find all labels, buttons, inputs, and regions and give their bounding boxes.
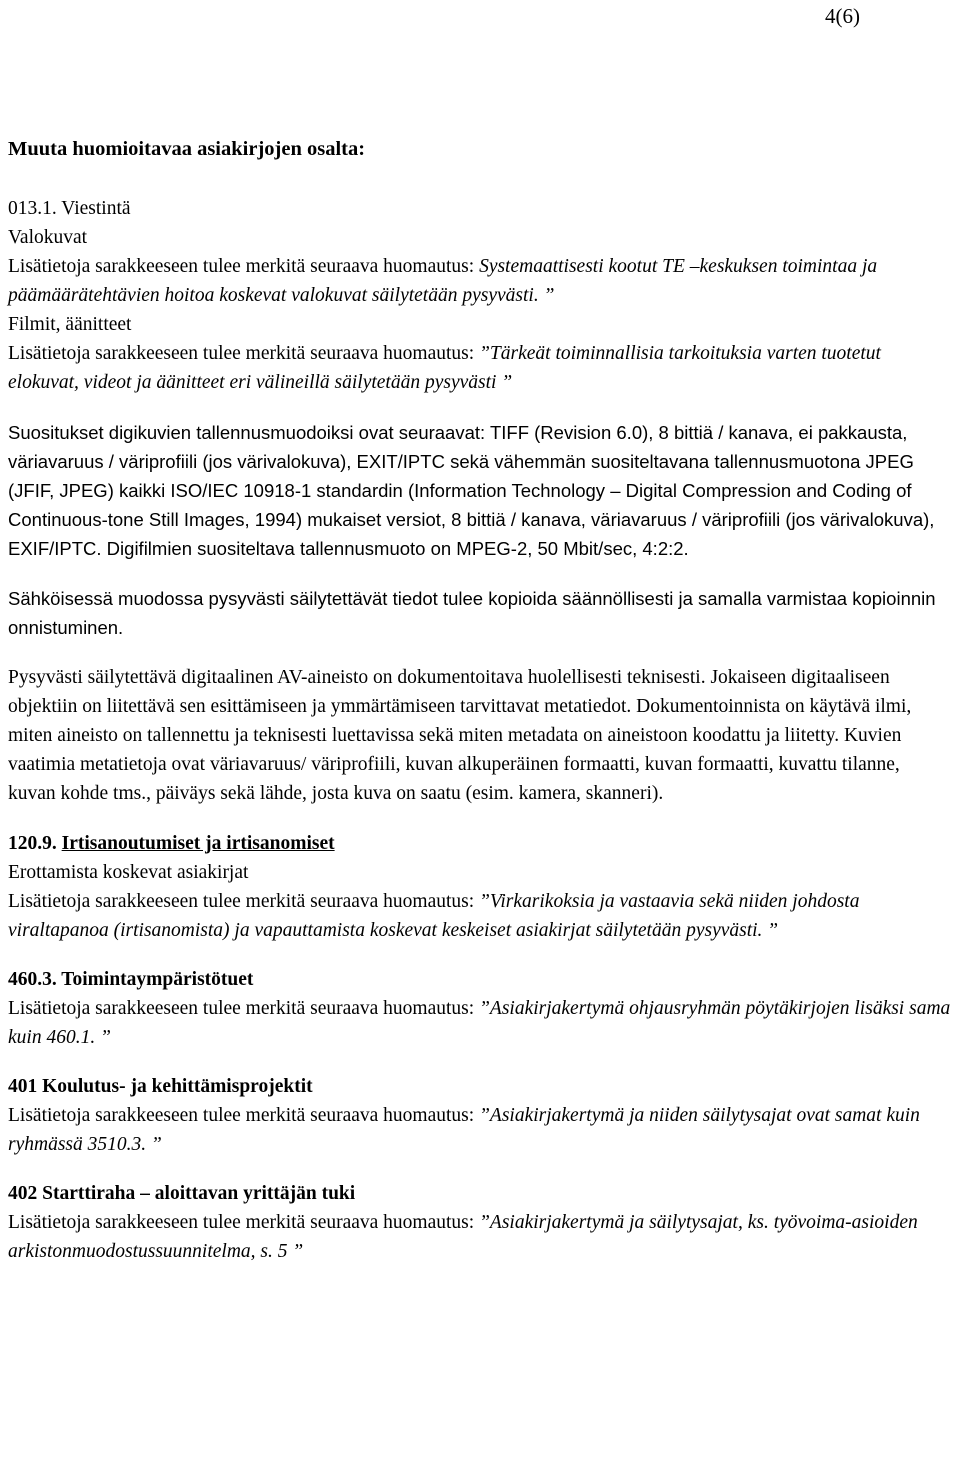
main-heading: Muuta huomioitavaa asiakirjojen osalta: xyxy=(8,138,366,160)
section-title: Koulutus- ja kehittämisprojektit xyxy=(42,1076,313,1097)
av-documentation-paragraph: Pysyvästi säilytettävä digitaalinen AV-aineisto on dokumentoitava huolellisesti teknisesti. Jokaiseen digitaaliseen objektiin on liitettävä sen esittämiseen ja ymmärtämiseen tarvittavat metatiedot. Dokumentoinnista on käytävä ilmi, miten aineisto on tallennettu ja teknisesti luettavissa sekä miten metadata on aineistoon koodattu ja liitetty. Kuvien vaatimia metatietoja ovat väriavaruus/ väriprofiili, kuvan alkuperäinen formaatti, kuvan formaatti, kuvattu tilanne, kuvan kohde tms., päiväys sekä lähde, josta kuva on saatu (esim. kamera, skanneri). xyxy=(8,667,912,804)
section-title: Irtisanoutumiset ja irtisanomiset xyxy=(61,833,335,854)
formats-paragraph: Suositukset digikuvien tallennusmuodoiksi ovat seuraavat: TIFF (Revision 6.0), 8 bittiä / kanava, ei pakkausta, väriavaruus / väriprofiili (jos värivalokuva), EXIT/IPTC sekä vähemmän suositeltavana tallennusmuotona JPEG (JFIF, JPEG) kaikki ISO/IEC 10918-1 standardin (Information Technology – Digital Compression and Coding of Continuous-tone Still Images, 1994) mukaiset versiot, 8 bittiä / kanava, väriavaruus / väriprofiili (jos värivalokuva), EXIF/IPTC. Digifilmien suositeltava tallennusmuoto on MPEG-2, 50 Mbit/sec, 4:2:2. xyxy=(8,422,935,559)
section-code: 460.3. xyxy=(8,969,57,990)
note-lead: Lisätietoja sarakkeeseen tulee merkitä seuraava huomautus: xyxy=(8,1212,480,1233)
subheading-erottaminen: Erottamista koskevat asiakirjat xyxy=(8,862,249,883)
note-valokuvat xyxy=(8,252,952,310)
section-title: Toimintaympäristötuet xyxy=(61,969,254,990)
note-lead: Lisätietoja sarakkeeseen tulee merkitä seuraava huomautus: xyxy=(8,998,480,1019)
note-lead: Lisätietoja sarakkeeseen tulee merkitä seuraava huomautus: xyxy=(8,1105,480,1126)
section-code: 402 xyxy=(8,1183,38,1204)
subheading-filmit: Filmit, äänitteet xyxy=(8,314,132,335)
note-koulutus xyxy=(8,1101,952,1159)
section-401 xyxy=(8,1072,952,1159)
note-filmit xyxy=(8,339,952,397)
section-heading xyxy=(8,965,952,994)
document-body xyxy=(8,135,952,1266)
subheading-valokuvat: Valokuvat xyxy=(8,227,88,248)
note-toimintaymparisto xyxy=(8,994,952,1052)
section-013-1 xyxy=(8,194,952,397)
note-quote: Systemaattisesti kootut TE –keskuksen toimintaa ja päämäärätehtävien hoitoa koskevat valokuvat säilytetään pysyvästi. ” xyxy=(8,256,878,306)
note-lead: Lisätietoja sarakkeeseen tulee merkitä seuraava huomautus: xyxy=(8,343,480,364)
section-heading xyxy=(8,1072,952,1101)
section-460-3 xyxy=(8,965,952,1052)
section-code: 120.9. xyxy=(8,833,57,854)
note-lead: Lisätietoja sarakkeeseen tulee merkitä seuraava huomautus: xyxy=(8,891,480,912)
note-erottaminen xyxy=(8,887,952,945)
section-120-9 xyxy=(8,829,952,945)
note-lead: Lisätietoja sarakkeeseen tulee merkitä seuraava huomautus: xyxy=(8,256,480,277)
section-heading xyxy=(8,829,952,858)
note-quote: ”Asiakirjakertymä ja niiden säilytysajat ovat samat kuin ryhmässä 3510.3. ” xyxy=(8,1105,920,1155)
note-quote: ”Asiakirjakertymä ja säilytysajat, ks. työvoima-asioiden arkistonmuodostussuunnitelma, s. 5 ” xyxy=(8,1212,918,1262)
note-quote: ”Tärkeät toiminnallisia tarkoituksia varten tuotetut elokuvat, videot ja äänitteet eri välineillä säilytetään pysyvästi ” xyxy=(8,343,881,393)
section-heading xyxy=(8,1179,952,1208)
note-quote: ”Asiakirjakertymä ohjausryhmän pöytäkirjojen lisäksi sama kuin 460.1. ” xyxy=(8,998,951,1048)
section-code: 013.1. xyxy=(8,198,57,219)
section-code: 401 xyxy=(8,1076,38,1097)
note-quote: ”Virkarikoksia ja vastaavia sekä niiden johdosta viraltapanoa (irtisanomista) ja vapauttamista koskevat keskeiset asiakirjat säilytetään pysyvästi. ” xyxy=(8,891,860,941)
section-heading xyxy=(8,194,952,223)
backup-paragraph: Sähköisessä muodossa pysyvästi säilytettävät tiedot tulee kopioida säännöllisesti ja samalla varmistaa kopioinnin onnistuminen. xyxy=(8,588,936,638)
section-title: Viestintä xyxy=(61,198,131,219)
page-number: 4(6) xyxy=(825,4,860,28)
note-starttiraha xyxy=(8,1208,952,1266)
section-402 xyxy=(8,1179,952,1266)
section-title: Starttiraha – aloittavan yrittäjän tuki xyxy=(42,1183,356,1204)
